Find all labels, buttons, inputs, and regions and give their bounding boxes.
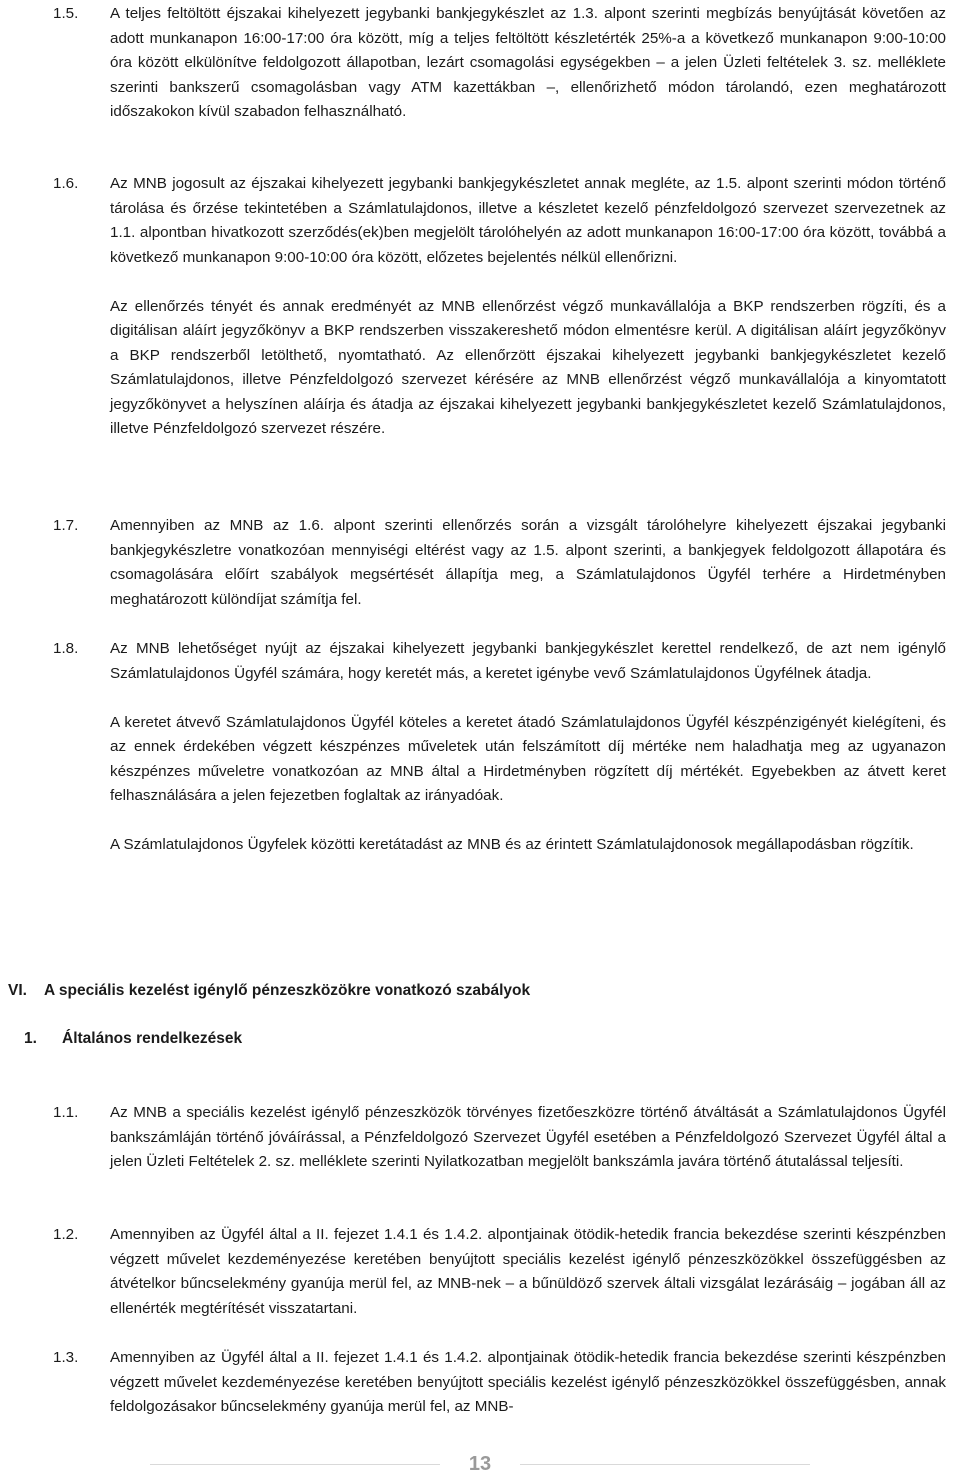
section-title: Általános rendelkezések bbox=[62, 1030, 243, 1047]
paragraph: Amennyiben az Ügyfél által a II. fejezet 1.4.1 és 1.4.2. alpontjainak ötödik-hetedik francia bekezdése szerinti készpénzben végzett művelet kezdeményezése keretében benyújtott speciális kezelést igénylő pénzeszközökkel összefüggésben, annak feldolgozásakor bűncselekmény gyanúja merül fel, az MNB- bbox=[110, 1349, 946, 1415]
footer-rule-left bbox=[150, 1464, 440, 1465]
clause-body bbox=[110, 1101, 946, 1175]
paragraph: Az MNB a speciális kezelést igénylő pénzeszközök törvényes fizetőeszközre történő átváltását a Számlatulajdonos Ügyfél bankszámláján történő jóváírással, a Pénzfeldolgozó Szervezet Ügyfél esetében a Pénzfeldolgozó Szervezet Ügyfél által a jelen Üzleti Feltételek 2. sz. melléklete szerinti Nyilatkozatban megjelölt bankszámla javára történő átutalással teljesíti. bbox=[110, 1104, 946, 1170]
clause-body bbox=[110, 2, 946, 125]
section-number: 1. bbox=[24, 1030, 37, 1047]
clause-body bbox=[110, 172, 946, 442]
clause-1-6 bbox=[53, 172, 946, 442]
clause-body bbox=[110, 514, 946, 612]
chapter-number: VI. bbox=[8, 982, 27, 999]
clause-1-2 bbox=[53, 1223, 946, 1321]
paragraph: Amennyiben az MNB az 1.6. alpont szerinti ellenőrzés során a vizsgált tárolóhelyre kihelyezett éjszakai jegybanki bankjegykészletre vonatkozóan mennyiségi eltérést vagy az 1.5. alpont szerinti, a bankjegyek feldolgozott állapotára és csomagolására előírt szabályok megsértését állapítja meg, a Számlatulajdonos Ügyfél terhére a Hirdetményben meghatározott különdíjat számítja fel. bbox=[110, 517, 946, 608]
clause-body bbox=[110, 1223, 946, 1321]
clause-number: 1.8. bbox=[53, 640, 79, 657]
footer-rule-right bbox=[520, 1464, 810, 1465]
paragraph: Az MNB jogosult az éjszakai kihelyezett jegybanki bankjegykészletet annak megléte, az 1.5. alpont szerinti módon történő tárolása és őrzése tekintetében a Számlatulajdonos, illetve a készletet kezelő pénzfeldolgozó szervezet szervezetnek az 1.1. alpontban hivatkozott szerződés(ek)ben megjelölt tárolóhelyén az adott munkanapon 16:00-17:00 óra között, továbbá a következő munkanapon 9:00-10:00 óra között, előzetes bejelentés nélkül ellenőrizni. bbox=[110, 175, 946, 266]
clause-number: 1.3. bbox=[53, 1349, 79, 1366]
clause-1-7 bbox=[53, 514, 946, 612]
clause-1-8 bbox=[53, 637, 946, 858]
clause-1-5 bbox=[53, 2, 946, 125]
chapter-title: A speciális kezelést igénylő pénzeszközökre vonatkozó szabályok bbox=[44, 982, 531, 999]
section-heading bbox=[24, 1027, 242, 1051]
paragraph: A keretet átvevő Számlatulajdonos Ügyfél köteles a keretet átadó Számlatulajdonos Ügyfél készpénzigényét kielégíteni, és az ennek érdekében végzett készpénzes műveletek után felszámított díj mértéke nem haladhatja meg az ugyanazon készpénzes műveletre vonatkozóan az MNB által a Hirdetményben rögzített díj mértékét. Egyebekben az átvett keret felhasználására a jelen fejezetben foglaltak az irányadóak. bbox=[110, 713, 946, 804]
clause-1-1 bbox=[53, 1101, 946, 1175]
paragraph: Amennyiben az Ügyfél által a II. fejezet 1.4.1 és 1.4.2. alpontjainak ötödik-hetedik francia bekezdése szerinti készpénzben végzett művelet kezdeményezése keretében benyújtott speciális kezelést igénylő pénzeszközökkel összefüggésben az átvételkor bűncselekmény gyanúja merül fel, az MNB-nek – a bűnüldöző szervek általi vizsgálat lezárásáig – jogában áll az ellenérték megtérítését visszatartani. bbox=[110, 1226, 946, 1317]
paragraph: A Számlatulajdonos Ügyfelek közötti keretátadást az MNB és az érintett Számlatulajdonosok megállapodásban rögzítik. bbox=[110, 836, 914, 853]
page-footer bbox=[0, 1452, 960, 1476]
clause-number: 1.1. bbox=[53, 1104, 79, 1121]
clause-body bbox=[110, 1346, 946, 1420]
clause-body bbox=[110, 637, 946, 858]
clause-number: 1.6. bbox=[53, 175, 79, 192]
clause-1-3 bbox=[53, 1346, 946, 1420]
paragraph: Az ellenőrzés tényét és annak eredményét az MNB ellenőrzést végző munkavállalója a BKP rendszerben rögzíti, és a digitálisan aláírt jegyzőkönyv a BKP rendszerben visszakereshető módon elmentésre kerül. A digitálisan aláírt jegyzőkönyv a BKP rendszerből letölthető, nyomtatható. Az ellenőrzött éjszakai kihelyezett jegybanki bankjegykészletet kezelő Számlatulajdonos, illetve Pénzfeldolgozó szervezet kérésére az MNB ellenőrzést végző munkavállalója a kinyomtatott jegyzőkönyvet a helyszínen aláírja és átadja az éjszakai kihelyezett jegybanki bankjegykészletet kezelő Számlatulajdonos, illetve Pénzfeldolgozó szervezet részére. bbox=[110, 297, 946, 437]
paragraph: Az MNB lehetőséget nyújt az éjszakai kihelyezett jegybanki bankjegykészlet kerettel rendelkező, de azt nem igénylő Számlatulajdonos Ügyfél számára, hogy keretét más, a keretet igénybe vevő Számlatulajdonos Ügyfélnek átadja. bbox=[110, 640, 946, 682]
chapter-heading bbox=[8, 979, 530, 1003]
clause-number: 1.5. bbox=[53, 5, 79, 22]
page-number: 13 bbox=[468, 1453, 492, 1475]
paragraph: A teljes feltöltött éjszakai kihelyezett jegybanki bankjegykészlet az 1.3. alpont szerinti megbízás benyújtását követően az adott munkanapon 16:00-17:00 óra között, míg a teljes feltöltött készletérték 25%-a a következő munkanapon 9:00-10:00 óra között elkülönítve feldolgozott állapotban, lezárt csomagolási egységekben – a jelen Üzleti feltételek 3. sz. melléklete szerinti bankszerű csomagolásban vagy ATM kazettákban –, ellenőrizhető módon tárolandó, ezen meghatározott időszakokon kívül szabadon felhasználható. bbox=[110, 5, 946, 120]
clause-number: 1.7. bbox=[53, 517, 79, 534]
clause-number: 1.2. bbox=[53, 1226, 79, 1243]
